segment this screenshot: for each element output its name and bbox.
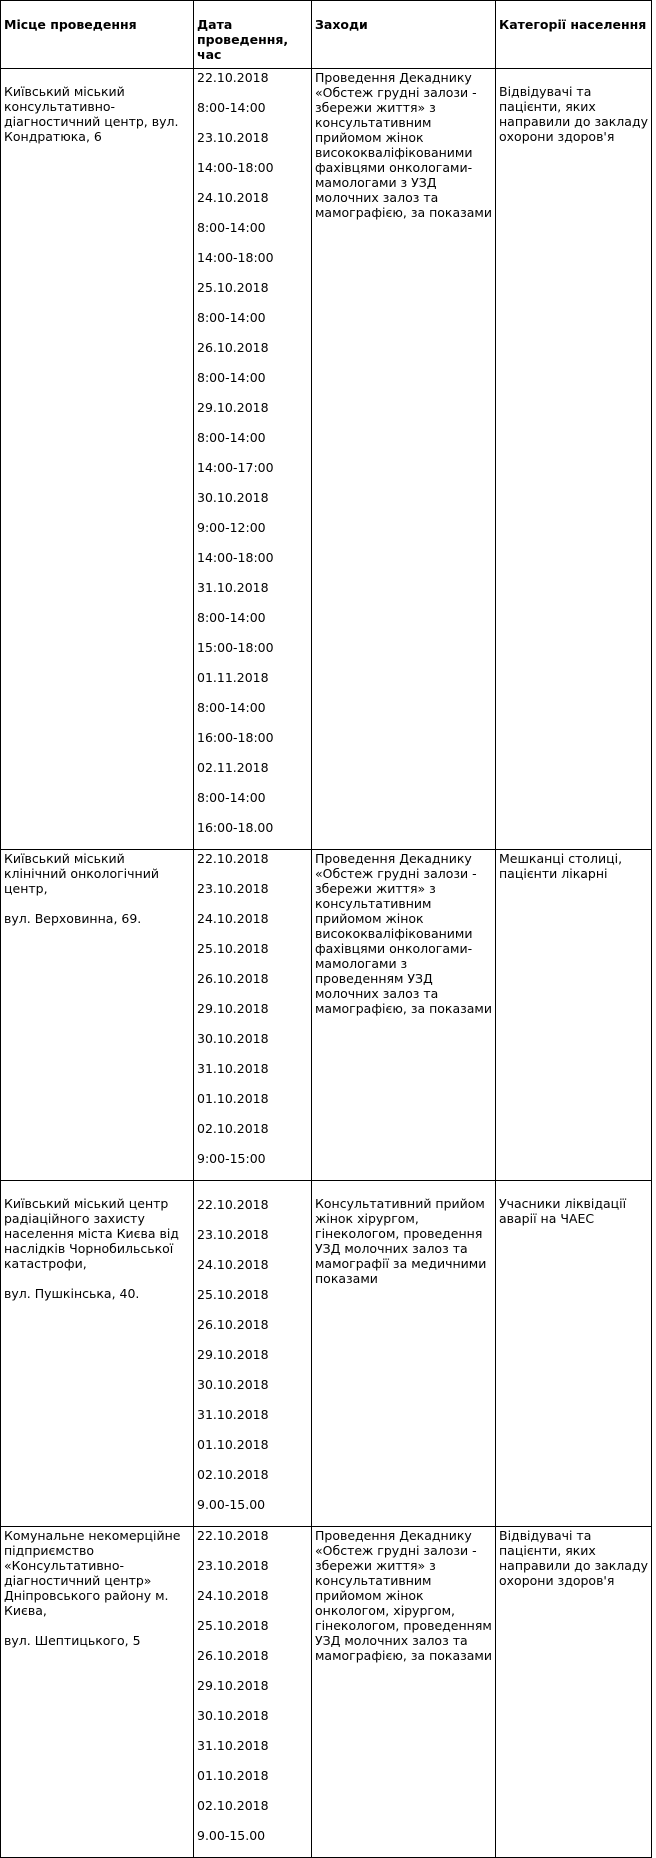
date-entry: 16:00-18.00 — [197, 820, 274, 835]
date-entry: 8:00-14:00 — [197, 610, 266, 625]
date-entry: 25.10.2018 — [197, 1287, 269, 1302]
place-line: Київський міський клінічний онкологічний центр, — [4, 851, 159, 896]
table-body — [1, 69, 652, 1858]
date-entry: 29.10.2018 — [197, 1347, 269, 1362]
date-entry: 30.10.2018 — [197, 490, 269, 505]
date-entry: 02.11.2018 — [197, 760, 269, 775]
place-line: Київський міський консультативно-діагностичний центр, вул. Кондратюка, 6 — [4, 84, 179, 144]
place-line: Київський міський центр радіаційного захисту населення міста Києва від наслідків Чорнобильської катастрофи, — [4, 1196, 179, 1271]
date-entry: 30.10.2018 — [197, 1377, 269, 1392]
date-entry: 30.10.2018 — [197, 1031, 269, 1046]
date-entry: 8:00-14:00 — [197, 220, 266, 235]
date-entry: 26.10.2018 — [197, 340, 269, 355]
header-categories: Категорії населення — [496, 1, 652, 69]
place-cell — [1, 69, 194, 850]
events-cell: Консультативний прийом жінок хірургом, гінекологом, проведення УЗД молочних залоз та мамографії за медичними показами — [312, 1181, 496, 1527]
dates-cell — [194, 1527, 312, 1858]
dates-cell — [194, 1181, 312, 1527]
dates-cell — [194, 850, 312, 1181]
date-entry: 14:00-18:00 — [197, 550, 274, 565]
header-row — [1, 1, 652, 69]
place-line: Комунальне некомерційне підприємство «Консультативно-діагностичний центр» Дніпровського району м. Києва, — [4, 1528, 181, 1618]
categories-cell: Учасники ліквідації аварії на ЧАЕС — [496, 1181, 652, 1527]
date-entry: 8:00-14:00 — [197, 790, 266, 805]
date-entry: 30.10.2018 — [197, 1708, 269, 1723]
date-entry: 14:00-17:00 — [197, 460, 274, 475]
header-events: Заходи — [312, 1, 496, 69]
place-line: вул. Верховинна, 69. — [4, 911, 142, 926]
date-entry: 24.10.2018 — [197, 911, 269, 926]
date-entry: 31.10.2018 — [197, 1738, 269, 1753]
table-row — [1, 1527, 652, 1858]
date-entry: 02.10.2018 — [197, 1467, 269, 1482]
date-entry: 01.11.2018 — [197, 670, 269, 685]
table-row — [1, 1181, 652, 1527]
date-entry: 26.10.2018 — [197, 971, 269, 986]
events-cell: Проведення Декаднику «Обстеж грудні залози - збережи життя» з консультативним прийомом жінок висококваліфікованими фахівцями онкологами-мамологами з проведенням УЗД молочних залоз та мамографією, за показами — [312, 850, 496, 1181]
categories-cell: Мешканці столиці, пацієнти лікарні — [496, 850, 652, 1181]
date-entry: 9.00-15.00 — [197, 1497, 266, 1512]
date-entry: 25.10.2018 — [197, 280, 269, 295]
date-entry: 8:00-14:00 — [197, 100, 266, 115]
date-entry: 8:00-14:00 — [197, 430, 266, 445]
date-entry: 01.10.2018 — [197, 1768, 269, 1783]
place-cell — [1, 1181, 194, 1527]
date-entry: 31.10.2018 — [197, 580, 269, 595]
place-cell — [1, 1527, 194, 1858]
date-entry: 22.10.2018 — [197, 70, 269, 85]
date-entry: 31.10.2018 — [197, 1407, 269, 1422]
date-entry: 29.10.2018 — [197, 400, 269, 415]
place-line: вул. Шептицького, 5 — [4, 1633, 141, 1648]
date-entry: 22.10.2018 — [197, 851, 269, 866]
date-entry: 25.10.2018 — [197, 1618, 269, 1633]
date-entry: 26.10.2018 — [197, 1648, 269, 1663]
categories-cell: Відвідувачі та пацієнти, яких направили до закладу охорони здоров'я — [496, 1527, 652, 1858]
date-entry: 24.10.2018 — [197, 1257, 269, 1272]
date-entry: 22.10.2018 — [197, 1197, 269, 1212]
date-entry: 24.10.2018 — [197, 190, 269, 205]
date-entry: 24.10.2018 — [197, 1588, 269, 1603]
date-entry: 25.10.2018 — [197, 941, 269, 956]
date-entry: 23.10.2018 — [197, 130, 269, 145]
place-line: вул. Пушкінська, 40. — [4, 1286, 140, 1301]
header-dates: Дата проведення, час — [194, 1, 312, 69]
dates-cell — [194, 69, 312, 850]
date-entry: 8:00-14:00 — [197, 370, 266, 385]
table-row — [1, 850, 652, 1181]
table-row — [1, 69, 652, 850]
place-cell — [1, 850, 194, 1181]
date-entry: 29.10.2018 — [197, 1001, 269, 1016]
header-place: Місце проведення — [1, 1, 194, 69]
date-entry: 8:00-14:00 — [197, 700, 266, 715]
date-entry: 02.10.2018 — [197, 1798, 269, 1813]
date-entry: 9:00-12:00 — [197, 520, 266, 535]
date-entry: 15:00-18:00 — [197, 640, 274, 655]
date-entry: 29.10.2018 — [197, 1678, 269, 1693]
events-cell: Проведення Декаднику «Обстеж грудні залози - збережи життя» з консультативним прийомом жінок висококваліфікованими фахівцями онкологами-мамологами з УЗД молочних залоз та мамографією, за показами — [312, 69, 496, 850]
date-entry: 14:00-18:00 — [197, 250, 274, 265]
date-entry: 22.10.2018 — [197, 1528, 269, 1543]
date-entry: 9.00-15.00 — [197, 1828, 266, 1843]
date-entry: 14:00-18:00 — [197, 160, 274, 175]
categories-cell: Відвідувачі та пацієнти, яких направили до закладу охорони здоров'я — [496, 69, 652, 850]
table-header — [1, 1, 652, 69]
date-entry: 02.10.2018 — [197, 1121, 269, 1136]
date-entry: 23.10.2018 — [197, 881, 269, 896]
date-entry: 01.10.2018 — [197, 1437, 269, 1452]
date-entry: 01.10.2018 — [197, 1091, 269, 1106]
events-cell: Проведення Декаднику «Обстеж грудні залози - збережи життя» з консультативним прийомом жінок онкологом, хірургом, гінекологом, проведенням УЗД молочних залоз та мамографією, за показами — [312, 1527, 496, 1858]
date-entry: 26.10.2018 — [197, 1317, 269, 1332]
date-entry: 23.10.2018 — [197, 1227, 269, 1242]
date-entry: 8:00-14:00 — [197, 310, 266, 325]
date-entry: 31.10.2018 — [197, 1061, 269, 1076]
date-entry: 16:00-18:00 — [197, 730, 274, 745]
date-entry: 9:00-15:00 — [197, 1151, 266, 1166]
date-entry: 23.10.2018 — [197, 1558, 269, 1573]
